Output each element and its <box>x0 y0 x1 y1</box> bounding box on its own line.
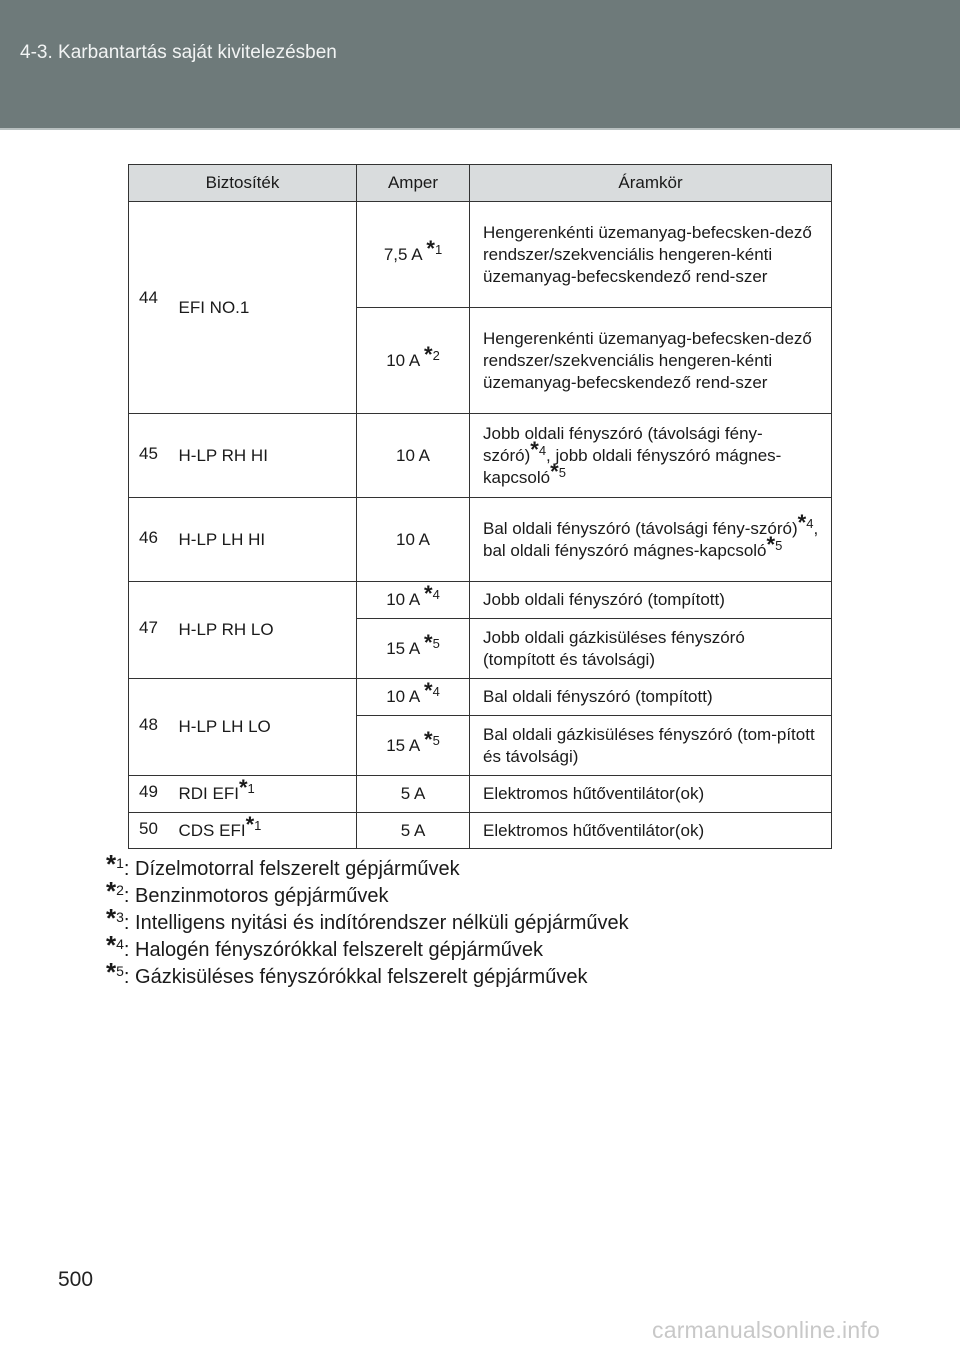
footnote-star: * <box>245 811 255 837</box>
circuit-cell: Jobb oldali gázkisüléses fényszóró (tompított és távolsági) <box>470 619 832 679</box>
fuse-number: 45 <box>129 414 175 498</box>
footnote-item: *$^4$: Halogén fényszórókkal felszerelt gépjárművek <box>106 930 544 961</box>
footnote-star: * <box>424 581 433 606</box>
footnote-star: * <box>766 531 776 557</box>
fuse-number: 49 <box>129 776 175 813</box>
watermark: carmanualsonline.info <box>652 1317 880 1343</box>
table-row <box>129 582 832 619</box>
amper-cell: 5 A <box>357 776 470 813</box>
circuit-cell: Bal oldali fényszóró (távolsági fény-szóró)*$^4$, bal oldali fényszóró mágnes-kapcsoló*$^5$ <box>470 498 832 582</box>
footnotes <box>106 849 629 991</box>
column-header-circuit: Áramkör <box>470 165 832 202</box>
fuse-table <box>128 164 832 849</box>
amper-cell: 7,5 A *$^1$ <box>357 202 470 308</box>
fuse-number: 44 <box>129 202 175 414</box>
table-row <box>129 202 832 308</box>
footnote-star: * <box>797 509 807 535</box>
table-row <box>129 679 832 716</box>
page-number: 500 <box>58 1268 94 1291</box>
circuit-cell: Elektromos hűtőventilátor(ok) <box>470 813 832 849</box>
circuit-cell: Bal oldali fényszóró (tompított) <box>470 679 832 716</box>
column-header-fuse: Biztosíték <box>129 165 357 202</box>
circuit-cell: Hengerenkénti üzemanyag-befecsken-dező rendszer/szekvenciális hengeren-kénti üzemanyag-befecskendező rend-szer <box>470 308 832 414</box>
fuse-number: 47 <box>129 582 175 679</box>
footnote-star: * <box>550 458 559 484</box>
table-row <box>129 776 832 813</box>
fuse-number: 50 <box>129 813 175 849</box>
footnote-item: *$^3$: Intelligens nyitási és indítórendszer nélküli gépjárművek <box>106 903 629 934</box>
amper-cell: 15 A *$^5$ <box>357 619 470 679</box>
table-row <box>129 813 832 849</box>
fuse-name: CDS EFI*$^1$ <box>175 813 357 849</box>
table-row <box>129 498 832 582</box>
fuse-name: RDI EFI*$^1$ <box>175 776 357 813</box>
amper-cell: 15 A *$^5$ <box>357 716 470 776</box>
table-header-row <box>129 165 832 202</box>
circuit-cell: Bal oldali gázkisüléses fényszóró (tom-pított és távolsági) <box>470 716 832 776</box>
fuse-name: H-LP RH LO <box>175 582 357 679</box>
fuse-number: 48 <box>129 679 175 776</box>
footnote-star: * <box>530 436 539 462</box>
header-divider <box>0 128 960 130</box>
footnote-star: * <box>426 235 435 261</box>
amper-cell: 10 A <box>357 414 470 498</box>
footnote-star: * <box>424 629 433 655</box>
circuit-cell: Jobb oldali fényszóró (távolsági fény-szóró)*$^4$, jobb oldali fényszóró mágnes-kapcsoló*$^5$ <box>470 414 832 498</box>
amper-cell: 5 A <box>357 813 470 849</box>
footnote-item: *$^2$: Benzinmotoros gépjárművek <box>106 876 389 907</box>
footnote-item: *$^1$: Dízelmotorral felszerelt gépjárművek <box>106 849 460 880</box>
table-row <box>129 414 832 498</box>
circuit-cell: Hengerenkénti üzemanyag-befecsken-dező rendszer/szekvenciális hengeren-kénti üzemanyag-befecskendező rend-szer <box>470 202 832 308</box>
fuse-name: H-LP RH HI <box>175 414 357 498</box>
amper-cell: 10 A *$^2$ <box>357 308 470 414</box>
footnote-star: * <box>238 775 248 800</box>
section-title: 4-3. Karbantartás saját kivitelezésben <box>20 42 337 63</box>
fuse-number: 46 <box>129 498 175 582</box>
footnote-star: * <box>424 726 433 752</box>
footnote-star: * <box>424 678 433 703</box>
amper-cell: 10 A *$^4$ <box>357 582 470 619</box>
fuse-name: H-LP LH HI <box>175 498 357 582</box>
footnote-item: *$^5$: Gázkisüléses fényszórókkal felszerelt gépjárművek <box>106 957 588 988</box>
circuit-cell: Elektromos hűtőventilátor(ok) <box>470 776 832 813</box>
amper-cell: 10 A *$^4$ <box>357 679 470 716</box>
fuse-name: H-LP LH LO <box>175 679 357 776</box>
amper-cell: 10 A <box>357 498 470 582</box>
circuit-cell: Jobb oldali fényszóró (tompított) <box>470 582 832 619</box>
header-band <box>0 0 960 128</box>
footnote-star: * <box>424 341 433 367</box>
fuse-name: EFI NO.1 <box>175 202 357 414</box>
column-header-amper: Amper <box>357 165 470 202</box>
